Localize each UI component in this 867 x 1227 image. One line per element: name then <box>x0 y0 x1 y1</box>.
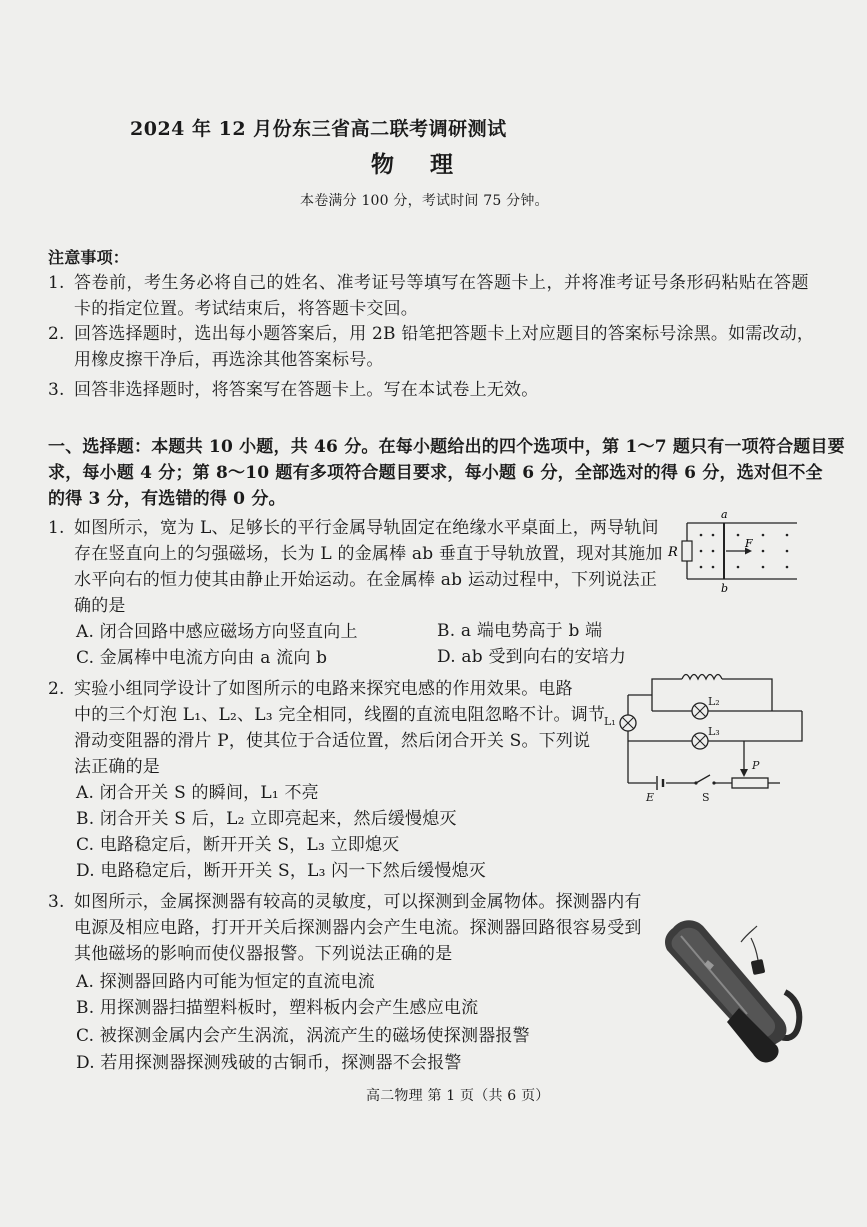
option-a: A. 闭合开关 S 的瞬间，L₁ 不亮 <box>76 783 319 803</box>
label-b: b <box>721 582 729 595</box>
option-c: C. 被探测金属内会产生涡流，涡流产生的磁场使探测器报警 <box>76 1026 530 1046</box>
option-b: B. 闭合开关 S 后，L₂ 立即亮起来，然后缓慢熄灭 <box>76 809 457 829</box>
exam-info: 本卷满分 100 分，考试时间 75 分钟。 <box>300 193 549 209</box>
note-number: 3. <box>48 380 65 400</box>
label-s: S <box>702 791 710 804</box>
section-heading-line: 求，每小题 4 分；第 8～10 题有多项符合题目要求，每小题 6 分，全部选对的得 6 分，选对但不全 <box>48 463 823 483</box>
question-stem-line: 其他磁场的影响而使仪器报警。下列说法正确的是 <box>74 944 453 964</box>
inductor-circuit-figure <box>604 665 810 805</box>
label-f: F <box>745 537 753 550</box>
question-number: 2. <box>48 679 65 699</box>
note-line: 回答非选择题时，将答案写在答题卡上。写在本试卷上无效。 <box>74 380 539 400</box>
label-l3: L₃ <box>708 725 720 738</box>
subject-title: 物 理 <box>371 151 468 178</box>
notes-heading: 注意事项： <box>48 248 130 267</box>
note-line: 答卷前，考生务必将自己的姓名、准考证号等填写在答题卡上，并将准考证号条形码粘贴在答题 <box>74 273 809 293</box>
label-r: R <box>668 545 678 560</box>
option-b: B. a 端电势高于 b 端 <box>437 621 603 641</box>
label-l1: L₁ <box>604 715 616 728</box>
question-stem-line: 中的三个灯泡 L₁、L₂、L₃ 完全相同，线圈的直流电阻忽略不计。调节 <box>74 705 606 725</box>
question-stem-line: 如图所示，宽为 L、足够长的平行金属导轨固定在绝缘水平桌面上，两导轨间 <box>74 518 659 538</box>
question-stem-line: 如图所示，金属探测器有较高的灵敏度，可以探测到金属物体。探测器内有 <box>74 892 642 912</box>
exam-title: 2024 年 12 月份东三省高二联考调研测试 <box>130 118 507 140</box>
option-d: D. ab 受到向右的安培力 <box>437 647 627 667</box>
option-a: A. 闭合回路中感应磁场方向竖直向上 <box>76 622 358 642</box>
option-d: D. 若用探测器探测残破的古铜币，探测器不会报警 <box>76 1053 462 1073</box>
question-stem-line: 确的是 <box>74 596 126 616</box>
page-footer: 高二物理 第 1 页（共 6 页） <box>366 1088 550 1104</box>
section-heading-line: 的得 3 分，有选错的得 0 分。 <box>48 489 286 509</box>
label-e: E <box>646 791 655 804</box>
note-number: 1. <box>48 273 65 293</box>
option-b: B. 用探测器扫描塑料板时，塑料板内会产生感应电流 <box>76 998 479 1018</box>
note-line: 回答选择题时，选出每小题答案后，用 2B 铅笔把答题卡上对应题目的答案标号涂黑。如需改动， <box>74 324 815 344</box>
option-c: C. 电路稳定后，断开开关 S，L₃ 立即熄灭 <box>76 835 400 855</box>
section-heading-line: 一、选择题：本题共 10 小题，共 46 分。在每小题给出的四个选项中，第 1～7 题只有一项符合题目要 <box>48 437 845 457</box>
label-a: a <box>721 508 728 521</box>
note-line: 用橡皮擦干净后，再选涂其他答案标号。 <box>74 350 384 370</box>
question-stem-line: 实验小组同学设计了如图所示的电路来探究电感的作用效果。电路 <box>74 679 573 699</box>
question-stem-line: 水平向右的恒力使其由静止开始运动。在金属棒 ab 运动过程中，下列说法正 <box>74 570 658 590</box>
rail-magnetic-field-figure <box>665 508 805 598</box>
option-d: D. 电路稳定后，断开开关 S，L₃ 闪一下然后缓慢熄灭 <box>76 861 486 881</box>
note-number: 2. <box>48 324 65 344</box>
metal-detector-image <box>655 912 820 1072</box>
question-number: 3. <box>48 892 65 912</box>
label-p: P <box>752 759 760 772</box>
question-stem-line: 滑动变阻器的滑片 P，使其位于合适位置，然后闭合开关 S。下列说 <box>74 731 591 751</box>
option-a: A. 探测器回路内可能为恒定的直流电流 <box>76 972 375 992</box>
question-stem-line: 存在竖直向上的匀强磁场，长为 L 的金属棒 ab 垂直于导轨放置，现对其施加 <box>74 544 663 564</box>
note-line: 卡的指定位置。考试结束后，将答题卡交回。 <box>74 299 418 319</box>
question-number: 1. <box>48 518 65 538</box>
label-l2: L₂ <box>708 695 720 708</box>
option-c: C. 金属棒中电流方向由 a 流向 b <box>76 648 328 668</box>
question-stem-line: 法正确的是 <box>74 757 160 777</box>
question-stem-line: 电源及相应电路，打开开关后探测器内会产生电流。探测器回路很容易受到 <box>74 918 642 938</box>
